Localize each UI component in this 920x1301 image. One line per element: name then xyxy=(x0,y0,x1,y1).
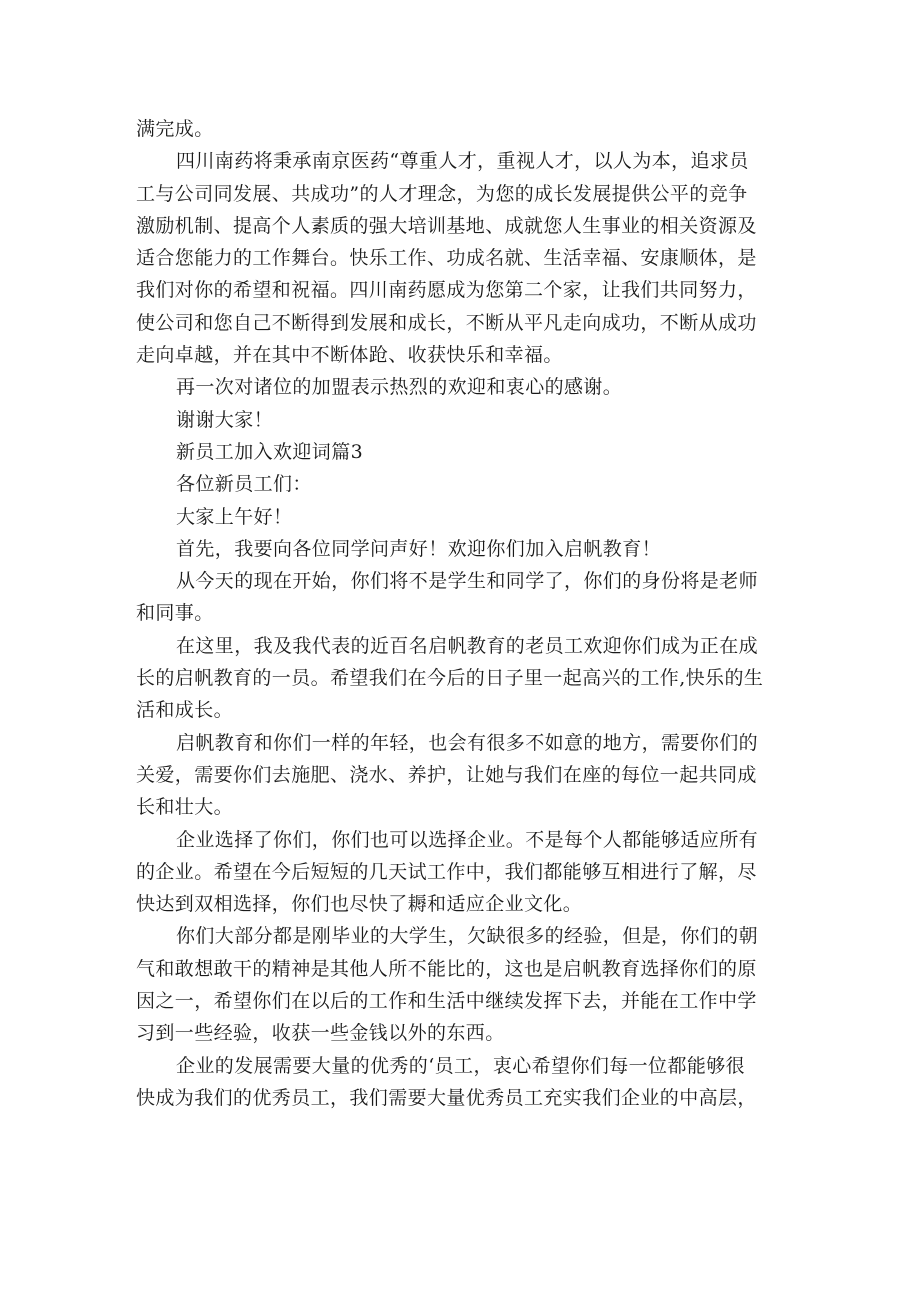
text-line: 快成为我们的优秀员工，我们需要大量优秀员工充实我们企业的中高层， xyxy=(136,1086,757,1109)
text-line: 启帆教育和你们一样的年轻，也会有很多不如意的地方，需要你们的 xyxy=(176,731,759,754)
text-line: 首先，我要向各位同学问声好！欢迎你们加入启帆教育！ xyxy=(176,537,662,560)
text-line: 和同事。 xyxy=(136,602,214,625)
text-line: 在这里，我及我代表的近百名启帆教育的老员工欢迎你们成为正在成 xyxy=(176,634,759,657)
text-line: 走向卓越，并在其中不断体跄、收获快乐和幸福。 xyxy=(136,344,563,367)
text-line: 使公司和您自己不断得到发展和成长，不断从平凡走向成功，不断从成功 xyxy=(136,311,757,334)
text-line: 快达到双相选择，你们也尽快了耨和适应企业文化。 xyxy=(136,893,583,916)
text-line: 习到一些经验，收获一些金钱以外的东西。 xyxy=(136,1022,505,1045)
text-line: 气和敢想敢干的精神是其他人所不能比的，这也是启帆教育选择你们的原 xyxy=(136,957,757,980)
text-line: 的企业。希望在今后短短的几天试工作中，我们都能够互相进行了解，尽 xyxy=(136,860,757,883)
text-line: 你们大部分都是刚毕业的大学生，欠缺很多的经验，但是，你们的朝 xyxy=(176,925,759,948)
text-line: 企业选择了你们，你们也可以选择企业。不是每个人都能够适应所有 xyxy=(176,828,759,851)
text-line: 再一次对诸位的加盟表示热烈的欢迎和衷心的感谢。 xyxy=(176,376,623,399)
text-line: 大家上午好！ xyxy=(176,505,293,528)
text-line: 企业的发展需要大量的优秀的‘员工，衷心希望你们每一位都能够很 xyxy=(176,1054,746,1077)
text-line: 激励机制、提高个人素质的强大培训基地、成就您人生事业的相关资源及 xyxy=(136,214,757,237)
text-line: 新员工加入欢迎词篇3 xyxy=(176,440,364,463)
text-line: 我们对你的希望和祝福。四川南药愿成为您第二个家，让我们共同努力， xyxy=(136,279,757,302)
text-line: 长的启帆教育的一员。希望我们在今后的日子里一起高兴的工作,快乐的生 xyxy=(136,667,764,690)
text-line: 谢谢大家！ xyxy=(176,408,274,431)
text-line: 适合您能力的工作舞台。快乐工作、功成名就、生活幸福、安康顺体，是 xyxy=(136,247,757,270)
text-line: 活和成长。 xyxy=(136,699,234,722)
text-line: 长和壮大。 xyxy=(136,796,234,819)
text-line: 各位新员工们： xyxy=(176,473,312,496)
text-line: 四川南药将秉承南京医药“尊重人才，重视人才，以人为本，追求员 xyxy=(176,150,749,173)
text-line: 工与公司同发展、共成功”的人才理念，为您的成长发展提供公平的竞争 xyxy=(136,182,748,205)
text-line: 因之一，希望你们在以后的工作和生活中继续发挥下去，并能在工作中学 xyxy=(136,990,757,1013)
text-line: 从今天的现在开始，你们将不是学生和同学了，你们的身份将是老师 xyxy=(176,570,759,593)
text-line: 关爱，需要你们去施肥、浇水、养护，让她与我们在座的每位一起共同成 xyxy=(136,763,757,786)
text-line: 满完成。 xyxy=(136,118,214,140)
document-body xyxy=(136,113,786,1114)
